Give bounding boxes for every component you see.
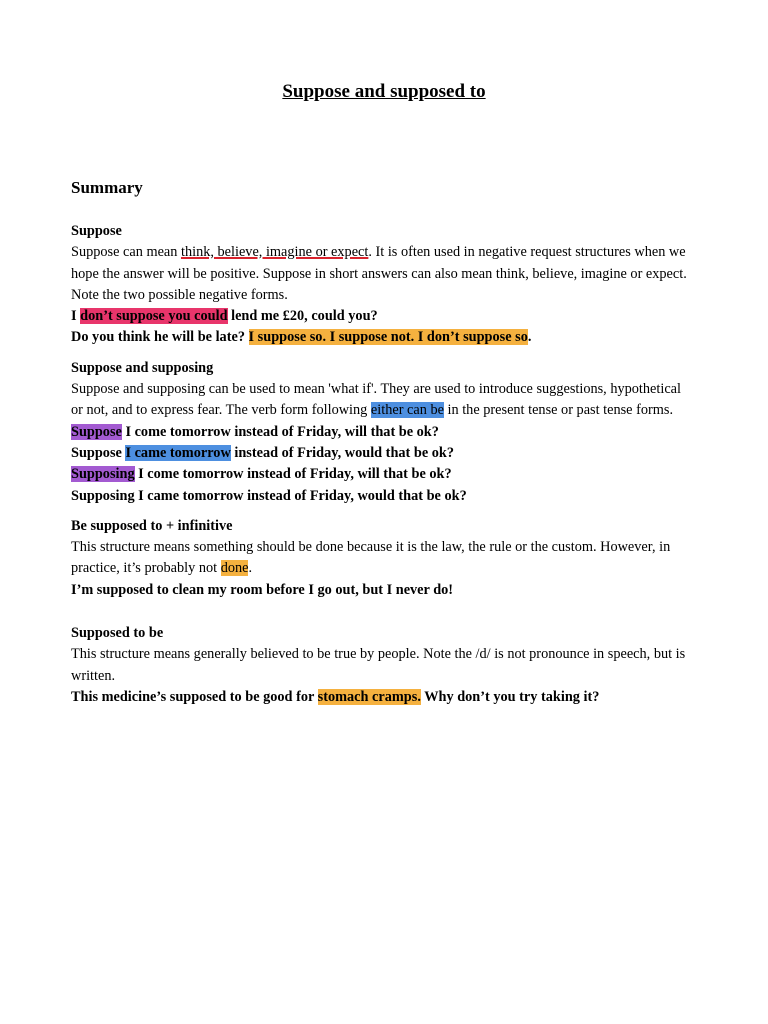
highlighted-text: I suppose so. I suppose not. I don’t suppose so — [248, 329, 528, 346]
highlighted-text: done — [220, 560, 249, 577]
section-paragraph — [71, 537, 696, 580]
text-run: lend me £20, could you? — [227, 308, 378, 325]
example-sentence: I’m supposed to clean my room before I go out, but I never do! — [71, 581, 454, 598]
text-run: instead of Friday, would that be ok? — [230, 444, 455, 461]
highlighted-text: Supposing — [71, 466, 135, 483]
section-paragraph — [71, 379, 696, 422]
highlighted-text: either can be — [370, 402, 444, 419]
text-run: . — [248, 560, 253, 577]
section-heading: Supposed to be — [71, 625, 164, 642]
section-suppose — [71, 221, 696, 349]
example-sentence — [71, 687, 696, 708]
underlined-text: think, believe, imagine or expect — [180, 244, 369, 261]
text-run: I come tomorrow instead of Friday, will that be ok? — [121, 423, 439, 440]
text-run: Suppose can mean — [71, 244, 181, 261]
example-sentence — [71, 306, 696, 327]
highlighted-text: I came tomorrow — [125, 444, 231, 461]
text-run: This structure means something should be done because it is the law, the rule or the custom. However, in practice, it’s probably not — [71, 539, 671, 577]
text-run: Suppose and supposing can be used to mean 'what if'. They are used to introduce suggestions, hypothetical or not, and to express fear. The verb form following — [71, 381, 681, 419]
section-paragraph — [71, 242, 696, 306]
summary-heading: Summary — [71, 178, 143, 197]
highlighted-text: Suppose — [71, 423, 122, 440]
section-paragraph: This structure means generally believed to be true by people. Note the /d/ is not pronounce in speech, but is written. — [71, 646, 686, 684]
example-sentence — [71, 464, 696, 485]
highlighted-text: stomach cramps. — [317, 688, 421, 705]
section-suppose-and-supposing — [71, 358, 696, 507]
example-sentence — [71, 327, 696, 348]
text-run: Why don’t you try taking it? — [420, 688, 600, 705]
text-run: Suppose — [71, 444, 126, 461]
text-run: in the present tense or past tense forms. — [443, 402, 674, 419]
text-run: I — [71, 308, 81, 325]
text-run: Do you think he will be late? — [71, 329, 249, 346]
section-heading: Suppose — [71, 223, 122, 239]
example-sentence — [71, 443, 696, 464]
section-heading: Be supposed to + infinitive — [71, 517, 233, 534]
page-title: Suppose and supposed to — [282, 81, 486, 102]
text-run: . It is often used in negative request structures when we hope the answer will be positive. Suppose in short answers can also mean think, believe, imagine or expect. Note the two possible negative forms. — [71, 244, 687, 303]
section-heading: Suppose and supposing — [71, 359, 214, 376]
section-supposed-to-be — [71, 623, 696, 708]
document-body — [71, 177, 696, 717]
example-sentence: Supposing I came tomorrow instead of Friday, would that be ok? — [71, 487, 467, 504]
section-be-supposed-to — [71, 516, 696, 601]
text-run: . — [527, 329, 532, 346]
highlighted-text: don’t suppose you could — [80, 308, 228, 325]
example-sentence — [71, 422, 696, 443]
text-run: This medicine’s supposed to be good for — [71, 688, 318, 705]
text-run: I come tomorrow instead of Friday, will that be ok? — [134, 466, 452, 483]
